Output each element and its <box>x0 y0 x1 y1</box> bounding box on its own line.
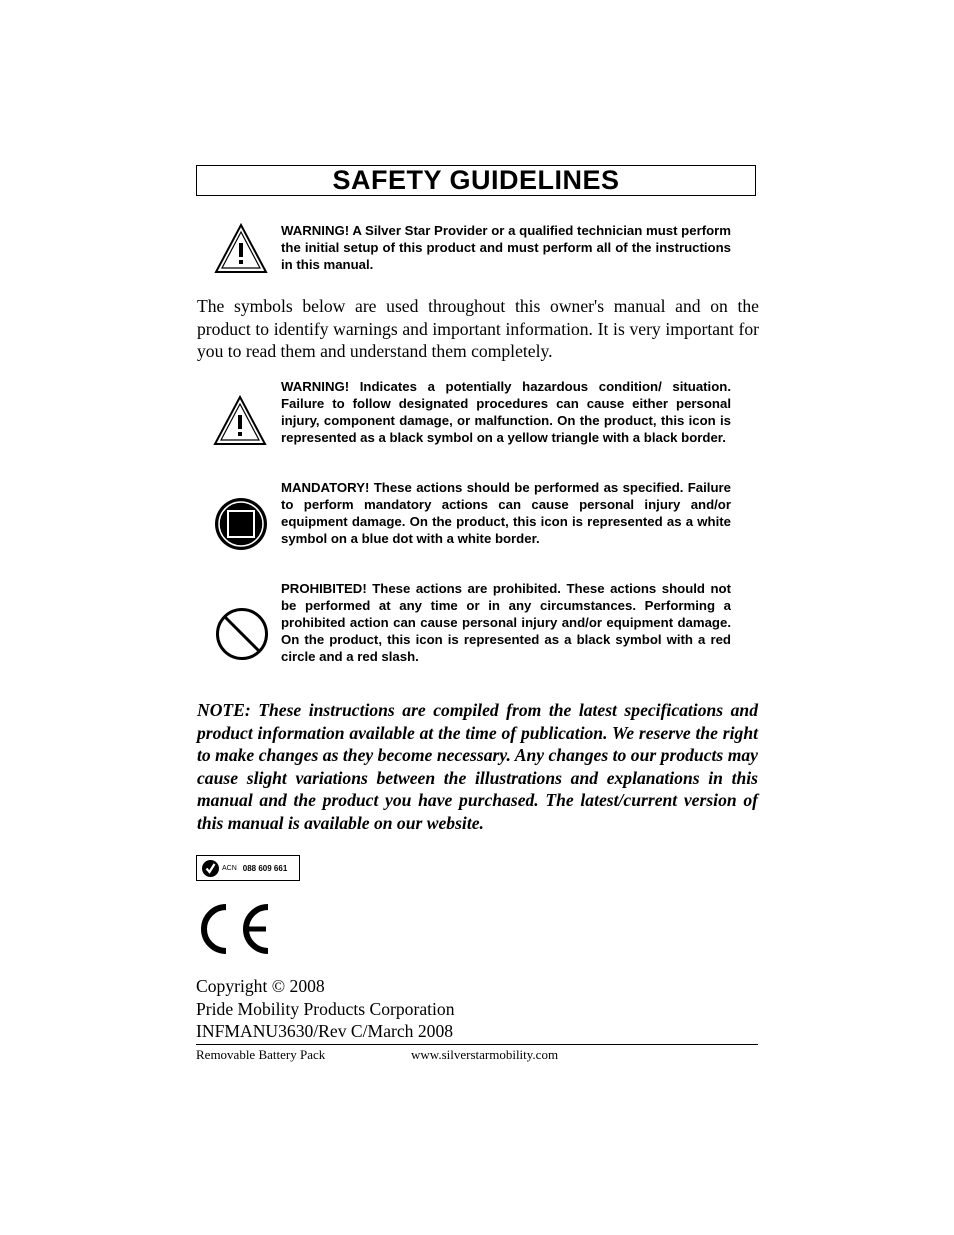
prohibited-icon <box>215 607 269 661</box>
title-box <box>196 165 756 196</box>
acn-number: 088 609 661 <box>242 863 288 873</box>
document-revision: INFMANU3630/Rev C/March 2008 <box>196 1021 454 1041</box>
company-name: Pride Mobility Products Corporation <box>196 998 455 1019</box>
intro-paragraph: The symbols below are used throughout this owner's manual and on the product to identify warnings and important information. It is very important for you to read them and understand them completely. <box>197 296 759 361</box>
ce-mark-icon <box>196 903 272 955</box>
acn-label: ACN <box>222 864 237 872</box>
footer-website: www.silverstarmobility.com <box>411 1047 559 1062</box>
acn-box <box>196 855 300 881</box>
footer-product-name: Removable Battery Pack <box>196 1047 326 1062</box>
warning-triangle-icon <box>214 223 268 274</box>
footer-divider <box>196 1044 758 1045</box>
mandatory-dot-icon <box>214 497 268 551</box>
copyright-block <box>196 975 455 1043</box>
note-paragraph: NOTE: These instructions are compiled from the latest specifications and product information available at the time of publication. We reserve the right to make changes as they become necessary. Any changes to our products may cause slight variations between the illustrations and explanations in this manual and the product you have purchased. The latest/current version of this manual is available on our website. <box>197 700 758 833</box>
symbol-prohibited-text: PROHIBITED! These actions are prohibited. These actions should not be performed at any time or in any circumstances. Performing a prohibited action can cause personal injury and/or equipment damage. On the product, this icon is represented as a black symbol with a red circle and a red slash. <box>281 581 731 664</box>
top-warning-text: WARNING! A Silver Star Provider or a qualified technician must perform the initial setup of this product and must perform all of the instructions in this manual. <box>281 223 731 272</box>
symbol-mandatory-text: MANDATORY! These actions should be performed as specified. Failure to perform mandatory actions can cause personal injury and/or equipment damage. On the product, this icon is represented as a white symbol on a blue dot with a white border. <box>281 480 731 546</box>
warning-triangle-icon <box>213 395 267 446</box>
copyright-line: Copyright © 2008 <box>196 976 325 996</box>
checkmark-logo-icon <box>202 860 219 877</box>
page-title: SAFETY GUIDELINES <box>332 165 620 195</box>
symbol-warning-text: WARNING! Indicates a potentially hazardous condition/ situation. Failure to follow designated procedures can cause either personal injury, component damage, or malfunction. On the product, this icon is represented as a black symbol on a yellow triangle with a black border. <box>281 379 731 445</box>
